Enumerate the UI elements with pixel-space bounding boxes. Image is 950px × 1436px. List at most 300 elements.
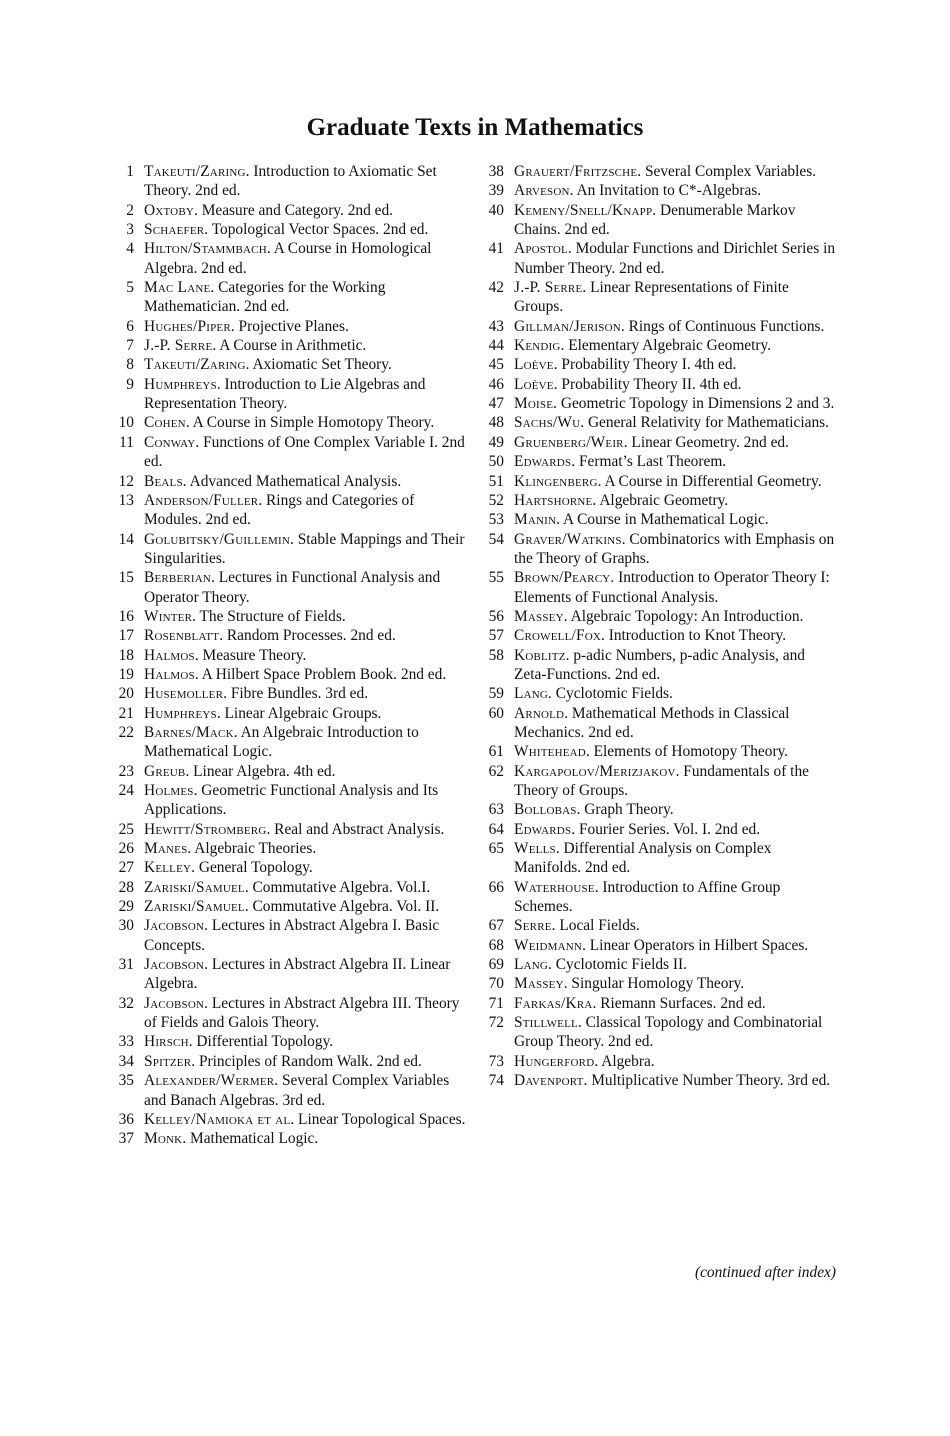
- author: Hartshorne: [514, 491, 593, 509]
- author: Kargapolov/Merizjakov: [514, 762, 676, 780]
- author: Koblitz: [514, 646, 566, 664]
- book-title: . A Course in Homological Algebra. 2nd ed.: [144, 240, 432, 277]
- author: Moise: [514, 395, 554, 413]
- author: Jacobson: [144, 917, 205, 935]
- volume-number: 46: [488, 375, 504, 393]
- book-title: . Elementary Algebraic Geometry.: [560, 337, 772, 355]
- volume-number: 4: [126, 240, 134, 258]
- list-item: [108, 955, 468, 994]
- author: Greub: [144, 762, 186, 780]
- author: Zariski/Samuel: [144, 898, 245, 916]
- list-item: [478, 742, 838, 761]
- volume-number: 60: [488, 704, 504, 722]
- volume-number: 43: [488, 317, 504, 335]
- series-list-right: [478, 162, 838, 1091]
- volume-number: 25: [118, 820, 134, 838]
- volume-number: 37: [118, 1130, 134, 1148]
- volume-number: 1: [126, 163, 134, 180]
- list-item: [108, 375, 468, 414]
- author: Winter: [144, 607, 193, 625]
- author: Lang: [514, 685, 549, 703]
- volume-number: 42: [488, 279, 504, 297]
- list-item: [108, 723, 468, 762]
- volume-number: 11: [119, 433, 134, 451]
- book-title: . The Structure of Fields.: [192, 607, 346, 625]
- volume-number: 63: [488, 801, 504, 819]
- author: Whitehead: [514, 743, 586, 761]
- author: Apostol: [514, 240, 568, 258]
- list-item: [108, 781, 468, 820]
- volume-number: 73: [488, 1052, 504, 1070]
- list-item: [108, 897, 468, 916]
- book-title: . Combinatorics with Emphasis on the Theory of Graphs.: [514, 530, 835, 567]
- book-title: . Lectures in Abstract Algebra II. Linear Algebra.: [144, 956, 451, 993]
- volume-number: 48: [488, 414, 504, 432]
- list-item: [478, 433, 838, 452]
- volume-number: 29: [118, 898, 134, 916]
- book-title: . Advanced Mathematical Analysis.: [182, 472, 402, 490]
- author: Anderson/Fuller: [144, 491, 259, 509]
- continued-note: (continued after index): [694, 1264, 836, 1281]
- volume-number: 68: [488, 936, 504, 954]
- list-item: [108, 201, 468, 220]
- list-item: [108, 858, 468, 877]
- book-title: . Mathematical Logic.: [182, 1130, 319, 1148]
- book-title: . Lectures in Abstract Algebra I. Basic Concepts.: [144, 917, 440, 954]
- author: Waterhouse: [514, 878, 595, 896]
- volume-number: 21: [118, 704, 134, 722]
- book-title: . Measure Theory.: [194, 646, 307, 664]
- list-item: [478, 684, 838, 703]
- list-item: [478, 491, 838, 510]
- volume-number: 51: [488, 472, 504, 490]
- author: Weidmann: [514, 936, 583, 954]
- volume-number: 23: [118, 762, 134, 780]
- author: Barnes/Mack: [144, 723, 234, 741]
- volume-number: 52: [488, 491, 504, 509]
- author: Brown/Pearcy: [514, 569, 611, 587]
- list-item: [108, 820, 468, 839]
- volume-number: 59: [488, 685, 504, 703]
- volume-number: 57: [488, 627, 504, 645]
- book-title: . p-adic Numbers, p-adic Analysis, and Zeta-Functions. 2nd ed.: [514, 646, 805, 683]
- list-item: [478, 916, 838, 935]
- volume-number: 69: [488, 956, 504, 974]
- volume-number: 50: [488, 453, 504, 471]
- book-title: . A Course in Mathematical Logic.: [556, 511, 769, 529]
- book-title: . Singular Homology Theory.: [563, 975, 745, 993]
- volume-number: 31: [118, 956, 134, 974]
- author: Hirsch: [144, 1033, 189, 1051]
- book-title: . Commutative Algebra. Vol. II.: [244, 898, 440, 916]
- volume-number: 36: [118, 1110, 134, 1128]
- author: Loève: [514, 375, 554, 393]
- list-item: [108, 239, 468, 278]
- author: Serre: [514, 917, 552, 935]
- volume-number: 66: [488, 878, 504, 896]
- book-title: . Probability Theory I. 4th ed.: [553, 356, 737, 374]
- author: Farkas/Kra: [514, 994, 593, 1012]
- book-title: . Multiplicative Number Theory. 3rd ed.: [583, 1072, 831, 1090]
- list-item: [108, 762, 468, 781]
- author: Husemoller: [144, 685, 224, 703]
- author: Cohen: [144, 414, 186, 432]
- book-title: . Linear Geometry. 2nd ed.: [623, 433, 789, 451]
- author: Hughes/Piper: [144, 317, 231, 335]
- book-title: . Lectures in Abstract Algebra III. Theory of Fields and Galois Theory.: [144, 994, 460, 1032]
- author: Alexander/Wermer: [144, 1072, 275, 1090]
- volume-number: 3: [126, 221, 134, 239]
- list-item: [478, 936, 838, 955]
- book-title: . Introduction to Knot Theory.: [601, 627, 787, 645]
- author: Zariski/Samuel: [144, 878, 245, 896]
- volume-number: 53: [488, 511, 504, 529]
- book-title: . Modular Functions and Dirichlet Series in Number Theory. 2nd ed.: [514, 240, 836, 277]
- volume-number: 39: [488, 182, 504, 200]
- list-item: [478, 955, 838, 974]
- book-title: . Axiomatic Set Theory.: [245, 356, 392, 374]
- book-title: . Real and Abstract Analysis.: [266, 820, 445, 838]
- author: Bollobas: [514, 801, 577, 819]
- list-item: [108, 413, 468, 432]
- author: Klingenberg: [514, 472, 598, 490]
- volume-number: 22: [118, 723, 134, 741]
- list-item: [478, 800, 838, 819]
- list-item: [478, 162, 838, 181]
- list-item: [108, 220, 468, 239]
- book-title: . Lectures in Functional Analysis and Operator Theory.: [144, 569, 441, 606]
- book-title: . Probability Theory II. 4th ed.: [553, 375, 742, 393]
- volume-number: 40: [488, 201, 504, 219]
- author: Jacobson: [144, 956, 205, 974]
- author: Kelley/Namioka et al: [144, 1110, 291, 1128]
- volume-number: 32: [118, 994, 134, 1012]
- book-title: . Rings and Categories of Modules. 2nd ed.: [144, 491, 415, 529]
- book-title: . Algebra.: [594, 1052, 655, 1070]
- volume-number: 15: [118, 569, 134, 587]
- volume-number: 7: [126, 337, 134, 355]
- list-item: [478, 1013, 838, 1052]
- author: Edwards: [514, 453, 572, 471]
- author: Sachs/Wu: [514, 414, 581, 432]
- author: Hilton/Stammbach: [144, 240, 267, 258]
- book-title: . Riemann Surfaces. 2nd ed.: [592, 994, 766, 1012]
- list-item: [478, 239, 838, 278]
- author: Edwards: [514, 820, 572, 838]
- book-title: . Linear Representations of Finite Groups.: [514, 279, 789, 316]
- list-item: [108, 646, 468, 665]
- list-item: [108, 994, 468, 1033]
- list-item: [108, 530, 468, 569]
- volume-number: 65: [488, 840, 504, 858]
- list-item: [478, 317, 838, 336]
- list-item: [108, 665, 468, 684]
- list-item: [478, 355, 838, 374]
- author: Lang: [514, 956, 549, 974]
- book-title: . Categories for the Working Mathematician. 2nd ed.: [144, 279, 386, 316]
- volume-number: 9: [126, 375, 134, 393]
- volume-number: 17: [118, 627, 134, 645]
- book-title: . Several Complex Variables and Banach Algebras. 3rd ed.: [144, 1072, 450, 1109]
- list-item: [478, 839, 838, 878]
- author: Halmos: [144, 665, 195, 683]
- book-title: . An Algebraic Introduction to Mathematical Logic.: [144, 723, 419, 761]
- list-item: [108, 607, 468, 626]
- list-item: [478, 336, 838, 355]
- volume-number: 12: [118, 472, 134, 490]
- volume-number: 64: [488, 820, 504, 838]
- list-item: [478, 201, 838, 240]
- author: Rosenblatt: [144, 627, 220, 645]
- volume-number: 70: [488, 975, 504, 993]
- author: Loève: [514, 356, 554, 374]
- volume-number: 62: [488, 762, 504, 780]
- author: Hungerford: [514, 1052, 595, 1070]
- author: Massey: [514, 607, 564, 625]
- list-item: [478, 530, 838, 569]
- author: Kelley: [144, 859, 192, 877]
- list-item: [478, 181, 838, 200]
- list-item: [478, 1052, 838, 1071]
- series-list-left: [108, 162, 468, 1149]
- book-title: . A Course in Arithmetic.: [212, 337, 367, 355]
- volume-number: 34: [118, 1052, 134, 1070]
- list-item: [108, 472, 468, 491]
- book-title: . Elements of Homotopy Theory.: [585, 743, 789, 761]
- list-item: [478, 974, 838, 993]
- list-item: [108, 839, 468, 858]
- book-title: . Differential Topology.: [188, 1033, 334, 1051]
- volume-number: 67: [488, 917, 504, 935]
- volume-number: 41: [488, 240, 504, 258]
- volume-number: 19: [118, 665, 134, 683]
- list-item: [108, 1071, 468, 1110]
- book-title: . Cyclotomic Fields.: [548, 685, 673, 703]
- author: J.-P. Serre: [144, 337, 213, 355]
- page-title: Graduate Texts in Mathematics: [306, 114, 644, 141]
- book-title: . A Course in Simple Homotopy Theory.: [185, 414, 435, 432]
- book-title: . Functions of One Complex Variable I. 2nd ed.: [144, 433, 465, 471]
- list-item: [478, 704, 838, 743]
- book-title: . Local Fields.: [551, 917, 640, 935]
- list-item: [478, 413, 838, 432]
- list-item: [478, 607, 838, 626]
- volume-number: 20: [118, 685, 134, 703]
- book-title: . A Hilbert Space Problem Book. 2nd ed.: [194, 665, 447, 683]
- author: Arnold: [514, 704, 565, 722]
- book-title: . Algebraic Topology: An Introduction.: [563, 607, 804, 625]
- author: Manin: [514, 511, 557, 529]
- list-item: [108, 704, 468, 723]
- volume-number: 74: [488, 1072, 504, 1090]
- author: Jacobson: [144, 994, 205, 1012]
- list-item: [108, 491, 468, 530]
- volume-number: 47: [488, 395, 504, 413]
- list-item: [478, 646, 838, 685]
- list-item: [108, 355, 468, 374]
- book-title: . Algebraic Theories.: [187, 840, 317, 858]
- author: Monk: [144, 1130, 183, 1148]
- author: Conway: [144, 433, 196, 451]
- list-item: [108, 916, 468, 955]
- book-title: . General Topology.: [191, 859, 313, 877]
- book-title: . Measure and Category. 2nd ed.: [194, 201, 394, 219]
- volume-number: 58: [488, 646, 504, 664]
- volume-number: 35: [118, 1072, 134, 1090]
- author: Mac Lane: [144, 279, 211, 297]
- list-item: [478, 472, 838, 491]
- author: Takeuti/Zaring: [144, 163, 246, 180]
- author: Kendig: [514, 337, 561, 355]
- volume-number: 45: [488, 356, 504, 374]
- list-item: [108, 626, 468, 645]
- book-title: . Stable Mappings and Their Singularities.: [144, 530, 465, 567]
- author: Crowell/Fox: [514, 627, 602, 645]
- list-item: [478, 568, 838, 607]
- book-title: . Projective Planes.: [230, 317, 349, 335]
- volume-number: 56: [488, 607, 504, 625]
- volume-number: 2: [126, 201, 134, 219]
- list-item: [478, 452, 838, 471]
- list-item: [108, 1032, 468, 1051]
- volume-number: 13: [118, 491, 134, 509]
- list-item: [478, 878, 838, 917]
- book-title: . Differential Analysis on Complex Manifolds. 2nd ed.: [514, 840, 772, 877]
- book-title: . Principles of Random Walk. 2nd ed.: [191, 1052, 422, 1070]
- author: Takeuti/Zaring: [144, 356, 246, 374]
- author: Spitzer: [144, 1052, 192, 1070]
- book-title: . Geometric Topology in Dimensions 2 and 3.: [553, 395, 835, 413]
- list-item: [108, 336, 468, 355]
- volume-number: 33: [118, 1033, 134, 1051]
- volume-number: 49: [488, 433, 504, 451]
- book-title: . Fibre Bundles. 3rd ed.: [223, 685, 369, 703]
- list-item: [478, 1071, 838, 1090]
- author: Gruenberg/Weir: [514, 433, 624, 451]
- book-title: . Classical Topology and Combinatorial Group Theory. 2nd ed.: [514, 1014, 823, 1051]
- list-item: [478, 510, 838, 529]
- book-title: . Fourier Series. Vol. I. 2nd ed.: [571, 820, 761, 838]
- author: Humphreys: [144, 704, 217, 722]
- volume-number: 10: [118, 414, 134, 432]
- book-title: . Geometric Functional Analysis and Its Applications.: [144, 782, 439, 819]
- volume-number: 55: [488, 569, 504, 587]
- volume-number: 26: [118, 840, 134, 858]
- book-title: . Fundamentals of the Theory of Groups.: [514, 762, 809, 799]
- volume-number: 30: [118, 917, 134, 935]
- author: Gillman/Jerison: [514, 317, 621, 335]
- author: Stillwell: [514, 1014, 578, 1032]
- book-title: . Denumerable Markov Chains. 2nd ed.: [514, 201, 796, 239]
- list-item: [108, 878, 468, 897]
- list-item: [478, 994, 838, 1013]
- book-title: . A Course in Differential Geometry.: [597, 472, 822, 490]
- list-item: [478, 762, 838, 801]
- book-title: . Linear Algebra. 4th ed.: [185, 762, 336, 780]
- author: Wells: [514, 840, 556, 858]
- list-item: [108, 162, 468, 201]
- list-item: [478, 278, 838, 317]
- author: Holmes: [144, 782, 194, 799]
- list-item: [108, 317, 468, 336]
- volume-number: 16: [118, 607, 134, 625]
- book-title: . Commutative Algebra. Vol.I.: [244, 878, 431, 896]
- list-item: [108, 568, 468, 607]
- book-title: . Linear Topological Spaces.: [290, 1110, 466, 1128]
- author: Graver/Watkins: [514, 530, 622, 548]
- author: Beals: [144, 472, 183, 490]
- book-title: . Several Complex Variables.: [637, 163, 817, 180]
- volume-number: 61: [488, 743, 504, 761]
- volume-number: 14: [118, 530, 134, 548]
- book-title: . Algebraic Geometry.: [592, 491, 729, 509]
- volume-number: 38: [488, 163, 504, 180]
- book-title: . Random Processes. 2nd ed.: [219, 627, 396, 645]
- list-item: [108, 433, 468, 472]
- author: Hewitt/Stromberg: [144, 820, 267, 838]
- author: Halmos: [144, 646, 195, 664]
- volume-number: 8: [126, 356, 134, 374]
- author: Grauert/Fritzsche: [514, 163, 638, 180]
- author: Davenport: [514, 1072, 584, 1090]
- author: J.-P. Serre: [514, 279, 583, 297]
- volume-number: 24: [118, 782, 134, 799]
- book-title: . Fermat’s Last Theorem.: [571, 453, 727, 471]
- volume-number: 18: [118, 646, 134, 664]
- list-item: [108, 1110, 468, 1129]
- volume-number: 27: [118, 859, 134, 877]
- book-title: . Linear Algebraic Groups.: [216, 704, 382, 722]
- author: Humphreys: [144, 375, 217, 393]
- book-title: . Introduction to Axiomatic Set Theory. 2nd ed.: [144, 163, 437, 200]
- book-title: . Introduction to Lie Algebras and Representation Theory.: [144, 375, 426, 413]
- book-title: . Mathematical Methods in Classical Mechanics. 2nd ed.: [514, 704, 790, 741]
- list-item: [108, 1129, 468, 1148]
- book-title: . Topological Vector Spaces. 2nd ed.: [204, 221, 429, 239]
- author: Oxtoby: [144, 201, 195, 219]
- author: Manes: [144, 840, 188, 858]
- book-title: . Rings of Continuous Functions.: [620, 317, 825, 335]
- volume-number: 72: [488, 1014, 504, 1032]
- volume-number: 5: [126, 279, 134, 297]
- book-title: . Introduction to Affine Group Schemes.: [514, 878, 781, 916]
- book-title: . Introduction to Operator Theory I: Elements of Functional Analysis.: [514, 569, 830, 606]
- list-item: [478, 375, 838, 394]
- volume-number: 44: [488, 337, 504, 355]
- volume-number: 28: [118, 878, 134, 896]
- author: Arveson: [514, 182, 570, 200]
- author: Berberian: [144, 569, 212, 587]
- list-item: [108, 278, 468, 317]
- list-item: [478, 394, 838, 413]
- author: Massey: [514, 975, 564, 993]
- list-item: [108, 684, 468, 703]
- volume-number: 71: [488, 994, 504, 1012]
- book-title: . Graph Theory.: [576, 801, 674, 819]
- list-item: [478, 626, 838, 645]
- book-title: . Cyclotomic Fields II.: [548, 956, 687, 974]
- book-title: . General Relativity for Mathematicians.: [580, 414, 829, 432]
- volume-number: 6: [126, 317, 134, 335]
- book-title: . Linear Operators in Hilbert Spaces.: [582, 936, 809, 954]
- author: Schaefer: [144, 221, 205, 239]
- book-title: . An Invitation to C*-Algebras.: [569, 182, 762, 200]
- author: Kemeny/Snell/Knapp: [514, 201, 653, 219]
- list-item: [108, 1052, 468, 1071]
- volume-number: 54: [488, 530, 504, 548]
- author: Golubitsky/Guillemin: [144, 530, 290, 548]
- list-item: [478, 820, 838, 839]
